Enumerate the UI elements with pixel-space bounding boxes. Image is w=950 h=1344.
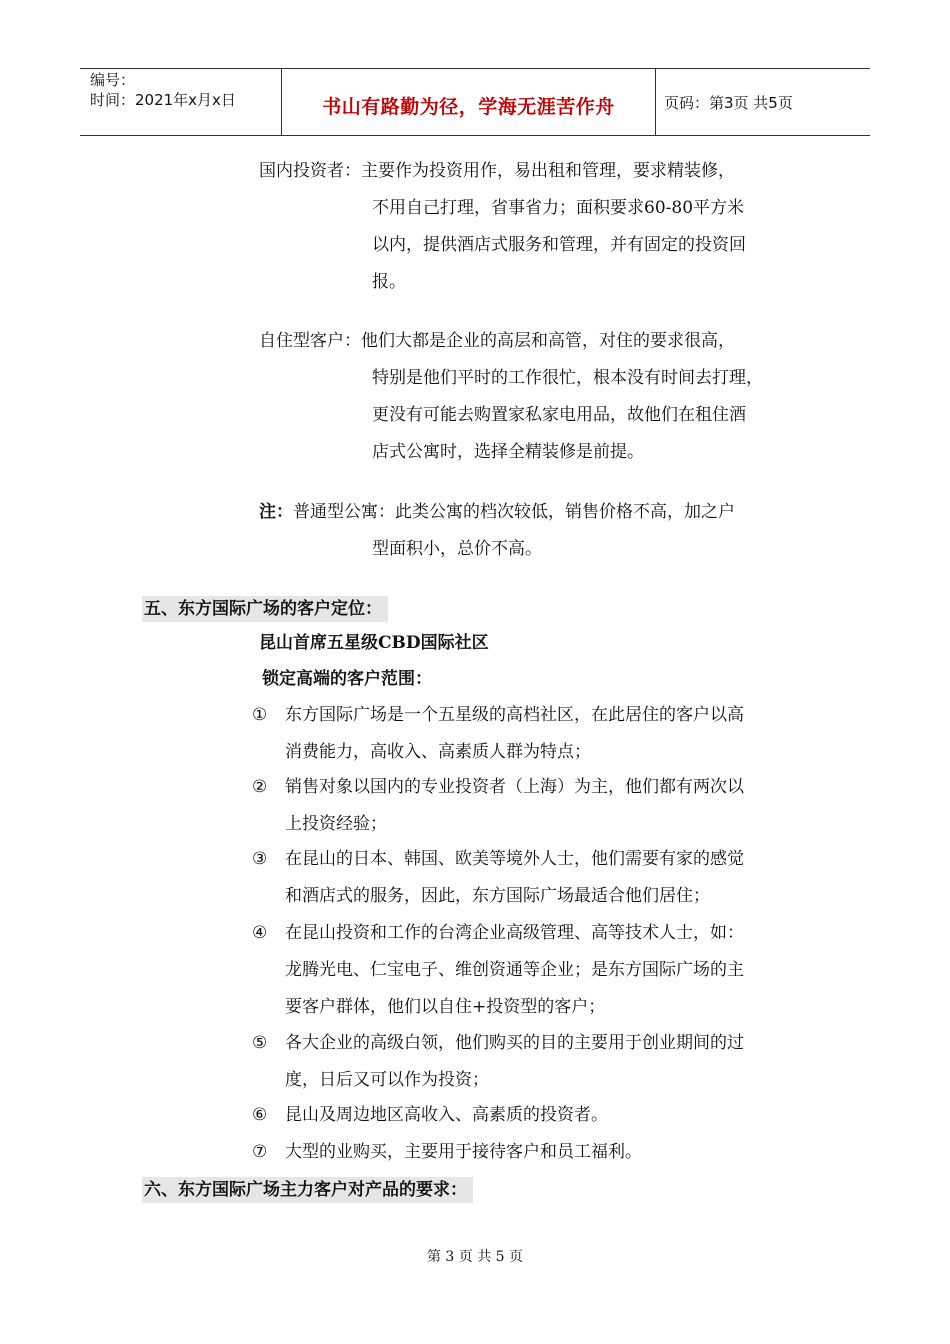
list-item-line: 大型的业购买，主要用于接待客户和员工福利。 [285, 1142, 642, 1162]
page-footer: 第 3 页 共 5 页 [426, 1249, 524, 1265]
note-label: 注： [259, 502, 293, 522]
resident-line: 更没有可能去购置家私家电用品，故他们在租住酒 [372, 405, 746, 425]
list-item-number: ④ [252, 923, 268, 943]
header-motto: 书山有路勤为径，学海无涯苦作舟 [322, 96, 615, 118]
list-item-line: 消费能力，高收入、高素质人群为特点； [285, 742, 591, 762]
document-date: 时间：2021年x月x日 [90, 91, 236, 109]
list-item [252, 841, 812, 915]
list-item-line: 东方国际广场是一个五星级的高档社区，在此居住的客户以高 [285, 705, 744, 725]
list-item-line: 各大企业的高级白领，他们购买的目的主要用于创业期间的过 [285, 1033, 744, 1053]
resident-line: 特别是他们平时的工作很忙，根本没有时间去打理， [372, 368, 763, 388]
list-item [252, 915, 812, 1026]
list-item-number: ③ [252, 849, 268, 869]
list-item-line: 度，日后又可以作为投资； [285, 1070, 489, 1090]
list-item-line: 上投资经验； [285, 814, 387, 834]
section-5-subtitle: 昆山首席五星级CBD国际社区 [259, 633, 489, 653]
list-item [252, 1025, 812, 1099]
section-6-heading: 六、东方国际广场主力客户对产品的要求： [142, 1177, 473, 1203]
investor-line: 以内，提供酒店式服务和管理，并有固定的投资回 [372, 235, 746, 255]
list-item-line: 昆山及周边地区高收入、高素质的投资者。 [285, 1105, 608, 1125]
list-item [252, 697, 812, 771]
list-item-line: 销售对象以国内的专业投资者（上海）为主，他们都有两次以 [285, 777, 744, 797]
list-item-line: 要客户群体，他们以自住+投资型的客户； [285, 997, 606, 1017]
header-top-rule [80, 68, 870, 69]
list-item [252, 769, 812, 843]
section-5-heading: 五、东方国际广场的客户定位： [142, 596, 388, 622]
list-item-number: ⑦ [252, 1142, 268, 1162]
document-number-label: 编号： [90, 71, 136, 89]
list-item [252, 1097, 812, 1134]
list-item-number: ⑤ [252, 1033, 268, 1053]
note-line: 普通型公寓：此类公寓的档次较低，销售价格不高，加之户 [293, 502, 735, 522]
resident-label: 自住型客户： [259, 331, 361, 351]
investor-line: 主要作为投资用作，易出租和管理，要求精装修， [361, 161, 735, 181]
section-5-target-label: 锁定高端的客户范围： [262, 669, 432, 689]
list-item-line: 和酒店式的服务，因此，东方国际广场最适合他们居住； [285, 886, 710, 906]
resident-paragraph [259, 323, 763, 471]
list-item-number: ② [252, 777, 268, 797]
investor-line: 报。 [372, 272, 406, 292]
resident-line: 店式公寓时，选择全精装修是前提。 [372, 442, 644, 462]
list-item-line: 在昆山投资和工作的台湾企业高级管理、高等技术人士，如： [285, 923, 744, 943]
investor-paragraph [259, 153, 746, 301]
header-divider-right [655, 68, 656, 136]
list-item-number: ⑥ [252, 1105, 268, 1125]
header-bottom-rule [80, 135, 870, 136]
note-line: 型面积小，总价不高。 [372, 539, 542, 559]
list-item [252, 1134, 812, 1171]
header-meta [90, 70, 236, 110]
list-item-line: 龙腾光电、仁宝电子、维创资通等企业；是东方国际广场的主 [285, 960, 744, 980]
note-paragraph [259, 494, 735, 568]
header-page-info: 页码：第3页 共5页 [664, 94, 793, 112]
list-item-number: ① [252, 705, 268, 725]
resident-line: 他们大都是企业的高层和高管，对住的要求很高， [361, 331, 735, 351]
investor-line: 不用自己打理，省事省力；面积要求60-80平方米 [372, 198, 745, 218]
investor-label: 国内投资者： [259, 161, 361, 181]
list-item-line: 在昆山的日本、韩国、欧美等境外人士，他们需要有家的感觉 [285, 849, 744, 869]
